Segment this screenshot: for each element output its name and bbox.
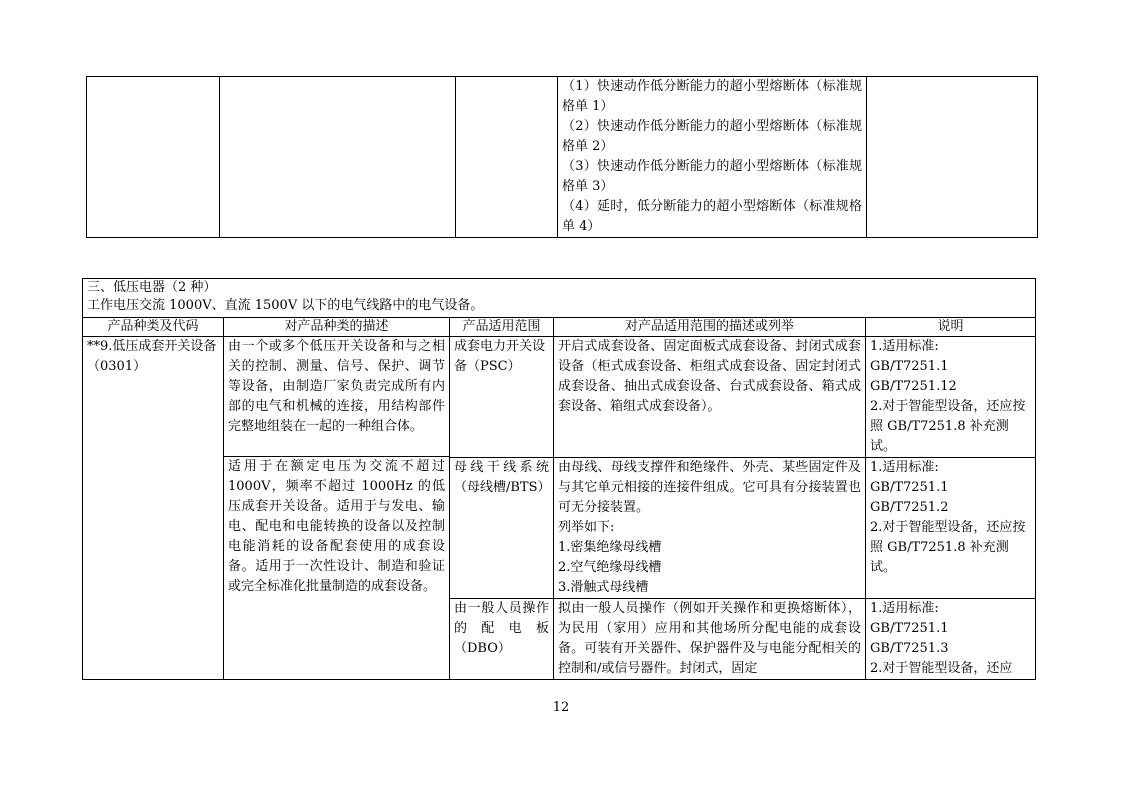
page-number: 12 <box>552 700 570 715</box>
note-line: GB/T7251.3 <box>870 641 949 656</box>
note-line: 1.适用标准: <box>870 339 939 354</box>
continued-table <box>86 76 1038 238</box>
header-cell: 说明 <box>866 318 1036 337</box>
scope-cell: 成套电力开关设备（PSC） <box>450 337 554 458</box>
note-line: 2.对于智能型设备，还应按照 GB/T7251.8 补充测试。 <box>870 399 1026 454</box>
scope-desc: 开启式成套设备、固定面板式成套设备、封闭式成套设备（柜式成套设备、柜组式成套设备、固定封闭式成套设备、抽出式成套设备、台式成套设备、箱式成套设备、箱组式成套设备）。 <box>558 339 861 414</box>
scope-desc: 3.滑触式母线槽 <box>558 580 649 595</box>
note-line: 2.对于智能型设备，还应按照 GB/T7251.8 补充测试。 <box>870 520 1026 575</box>
scope-desc: 拟由一般人员操作（例如开关操作和更换熔断体），为民用（家用）应用和其他场所分配电能的成套设备。可装有开关器件、保护器件及与电能分配相关的控制和/或信号器件。封闭式，固定 <box>558 601 861 676</box>
scope-desc: 2.空气绝缘母线槽 <box>558 560 662 575</box>
section-heading-row <box>83 279 1036 318</box>
scope-desc-cell <box>554 337 866 458</box>
header-cell: 对产品种类的描述 <box>224 318 450 337</box>
low-voltage-table <box>82 278 1036 680</box>
empty-cell <box>87 77 220 238</box>
header-cell: 产品适用范围 <box>450 318 554 337</box>
note-line: 1.适用标准: <box>870 460 939 475</box>
note-line: 1.适用标准: <box>870 601 939 616</box>
empty-cell <box>456 77 558 238</box>
list-item: （2）快速动作低分断能力的超小型熔断体（标准规格单 2） <box>562 119 862 154</box>
section-title: 三、低压电器（2 种） <box>87 280 217 295</box>
header-cell: 产品种类及代码 <box>83 318 224 337</box>
scope-desc: 由母线、母线支撑件和绝缘件、外壳、某些固定件及与其它单元相接的连接件组成。它可具有分接装置也可无分接装置。 <box>558 460 861 515</box>
list-item: （1）快速动作低分断能力的超小型熔断体（标准规格单 1） <box>562 79 862 114</box>
empty-cell <box>220 77 456 238</box>
empty-cell <box>867 77 1038 238</box>
list-item: （4）延时，低分断能力的超小型熔断体（标准规格单 4） <box>562 199 862 234</box>
table-row <box>83 337 1036 458</box>
note-line: GB/T7251.1 <box>870 621 949 636</box>
section-subtitle: 工作电压交流 1000V、直流 1500V 以下的电气线路中的电气设备。 <box>87 298 484 313</box>
notes-cell <box>866 599 1036 680</box>
product-desc-cell <box>224 337 450 680</box>
scope-cell: 母线干线系统（母线槽/BTS） <box>450 458 554 599</box>
product-desc-1: 由一个或多个低压开关设备和与之相关的控制、测量、信号、保护、调节等设备，由制造厂家负责完成所有内部的电气和机械的连接，用结构部件完整地组装在一起的一种组合体。 <box>224 337 449 457</box>
product-name-cell <box>83 337 224 680</box>
note-line: 2.对于智能型设备，还应 <box>870 661 1013 676</box>
table-row <box>87 77 1038 238</box>
note-line: GB/T7251.12 <box>870 379 957 394</box>
notes-cell <box>866 458 1036 599</box>
header-cell: 对产品适用范围的描述或列举 <box>554 318 866 337</box>
note-line: GB/T7251.1 <box>870 359 949 374</box>
notes-cell <box>866 337 1036 458</box>
scope-desc-cell <box>554 599 866 680</box>
header-row <box>83 318 1036 337</box>
fuse-list-cell <box>558 77 867 238</box>
list-item: （3）快速动作低分断能力的超小型熔断体（标准规格单 3） <box>562 159 862 194</box>
product-name: **9.低压成套开关设备（0301） <box>87 339 217 374</box>
note-line: GB/T7251.1 <box>870 480 949 495</box>
scope-desc: 列举如下: <box>558 520 615 535</box>
note-line: GB/T7251.2 <box>870 500 949 515</box>
scope-cell: 由一般人员操作的配电板（DBO） <box>450 599 554 680</box>
scope-desc-cell <box>554 458 866 599</box>
scope-desc: 1.密集绝缘母线槽 <box>558 540 662 555</box>
product-desc-2: 适用于在额定电压为交流不超过 1000V，频率不超过 1000Hz 的低压成套开关设备。适用于与发电、输电、配电和电能转换的设备以及控制电能消耗的设备配套使用的成套设备。适用于一次性设计、制造和验证或完全标准化批量制造的成套设备。 <box>228 459 445 594</box>
